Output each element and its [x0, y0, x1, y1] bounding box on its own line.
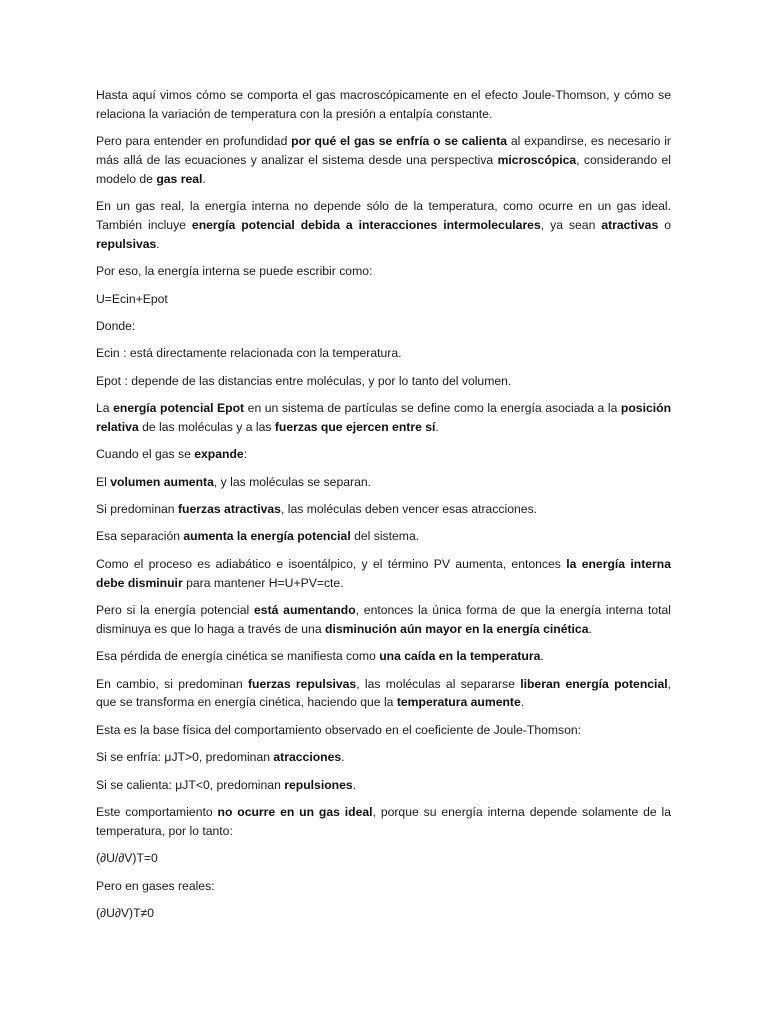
- bold-text: posición relativa: [96, 401, 672, 434]
- text-run: de las moléculas y a las: [138, 419, 275, 434]
- text-run: Donde:: [96, 318, 136, 333]
- bold-text: está aumentando: [254, 603, 356, 618]
- paragraph: [96, 721, 671, 740]
- text-run: Cuando el gas se: [96, 447, 195, 462]
- paragraph: [96, 132, 671, 188]
- bold-text: expande: [194, 447, 244, 462]
- bold-text: fuerzas atractivas: [177, 502, 281, 517]
- bold-text: microscópica: [497, 152, 577, 167]
- paragraph: [96, 86, 671, 124]
- paragraph: [96, 399, 671, 437]
- text-run: Pero si la energía potencial: [96, 603, 255, 618]
- paragraph: [96, 197, 671, 253]
- text-run: Pero para entender en profundidad: [96, 134, 292, 149]
- text-run: , y las moléculas se separan.: [213, 474, 372, 489]
- paragraph: [96, 647, 671, 666]
- text-run: , considerando el modelo de: [96, 152, 671, 186]
- text-run: del sistema.: [350, 529, 420, 544]
- paragraph: [96, 344, 671, 363]
- text-run: , que se transforma en energía cinética, haciendo que la: [96, 676, 671, 710]
- text-run: Como el proceso es adiabático e isoentálpico, y el término PV aumenta, entonces: [96, 556, 567, 571]
- text-run: .: [156, 236, 160, 251]
- text-run: Este comportamiento: [96, 804, 218, 819]
- text-run: (∂U∂V)T≠0: [96, 905, 155, 920]
- text-run: en un sistema de partículas se define como la energía asociada a la: [244, 401, 621, 416]
- paragraph: [96, 262, 671, 281]
- text-run: .: [352, 777, 357, 792]
- bold-text: no ocurre en un gas ideal: [217, 804, 373, 819]
- paragraph: [96, 601, 671, 639]
- bold-text: aumenta la energía potencial: [183, 529, 351, 544]
- text-run: , las moléculas deben vencer esas atracciones.: [280, 502, 538, 517]
- text-run: La: [96, 401, 114, 416]
- bold-text: liberan energía potencial: [520, 676, 668, 691]
- text-run: .: [341, 750, 345, 765]
- text-run: , las moléculas al separarse: [356, 676, 521, 691]
- text-run: .: [540, 649, 544, 664]
- paragraph: [96, 372, 671, 391]
- text-run: En un gas real, la energía interna no depende sólo de la temperatura, como ocurre en un gas ideal. También incluye: [96, 199, 671, 232]
- text-run: Pero en gases reales:: [96, 878, 215, 893]
- bold-text: energía potencial Epot: [113, 401, 245, 416]
- text-run: al expandirse, es necesario ir más allá de las ecuaciones y analizar el sistema desde una perspectiva: [96, 134, 671, 167]
- document-body: [96, 86, 671, 931]
- text-run: .: [588, 621, 592, 636]
- bold-text: volumen aumenta: [110, 474, 214, 489]
- bold-text: fuerzas que ejercen entre sí: [274, 419, 436, 434]
- text-run: Si predominan: [96, 502, 178, 517]
- text-run: Por eso, la energía interna se puede escribir como:: [96, 264, 373, 279]
- text-run: Esa separación: [96, 529, 184, 544]
- text-run: Ecin : está directamente relacionada con la temperatura.: [96, 346, 402, 361]
- text-run: U=Ecin+Epot: [96, 291, 168, 306]
- paragraph: [96, 803, 671, 841]
- text-run: Epot : depende de las distancias entre moléculas, y por lo tanto del volumen.: [96, 373, 512, 388]
- paragraph: [96, 290, 671, 309]
- paragraph: [96, 748, 671, 767]
- paragraph: [96, 500, 671, 519]
- text-run: .: [435, 419, 439, 434]
- text-run: , ya sean: [540, 217, 602, 232]
- paragraph: [96, 317, 671, 336]
- paragraph: [96, 555, 671, 593]
- bold-text: una caída en la temperatura: [379, 649, 541, 664]
- text-run: , entonces la única forma de que la energía interna total disminuya es que lo haga a través de una: [96, 603, 671, 636]
- text-run: para mantener H=U+PV=cte.: [182, 575, 344, 590]
- text-run: Si se enfría: μJT>0, predominan: [96, 750, 274, 765]
- bold-text: atracciones: [273, 750, 342, 765]
- bold-text: temperatura aumente: [396, 695, 521, 710]
- text-run: Esta es la base física del comportamiento observado en el coeficiente de Joule-Thomson:: [96, 722, 582, 737]
- paragraph: [96, 445, 671, 464]
- bold-text: repulsiones: [284, 777, 353, 792]
- text-run: En cambio, si predominan: [96, 676, 248, 691]
- text-run: (∂U/∂V)T=0: [96, 851, 158, 866]
- text-run: El: [96, 474, 111, 489]
- text-run: Hasta aquí vimos cómo se comporta el gas macroscópicamente en el efecto Joule-Thomson, y cómo se relaciona la variación de temperatura con la presión a entalpía constante.: [96, 88, 671, 121]
- bold-text: por qué el gas se enfría o se calienta: [291, 134, 508, 149]
- paragraph: [96, 849, 671, 868]
- bold-text: repulsivas: [96, 236, 157, 251]
- bold-text: disminución aún mayor en la energía cinética: [325, 621, 589, 636]
- text-run: o: [658, 217, 671, 232]
- bold-text: fuerzas repulsivas: [247, 676, 357, 691]
- bold-text: gas real: [156, 171, 203, 186]
- text-run: .: [520, 695, 525, 710]
- text-run: Esa pérdida de energía cinética se manifiesta como: [96, 649, 380, 664]
- paragraph: [96, 877, 671, 896]
- paragraph: [96, 473, 671, 492]
- paragraph: [96, 904, 671, 923]
- paragraph: [96, 776, 671, 795]
- text-run: , porque su energía interna depende solamente de la temperatura, por lo tanto:: [96, 804, 672, 838]
- text-run: .: [202, 171, 206, 186]
- bold-text: atractivas: [601, 217, 659, 232]
- paragraph: [96, 527, 671, 546]
- text-run: Si se calienta: μJT<0, predominan: [96, 777, 285, 792]
- bold-text: energía potencial debida a interacciones intermoleculares: [191, 217, 541, 232]
- paragraph: [96, 675, 671, 713]
- bold-text: la energía interna debe disminuir: [96, 556, 672, 590]
- text-run: :: [243, 447, 248, 462]
